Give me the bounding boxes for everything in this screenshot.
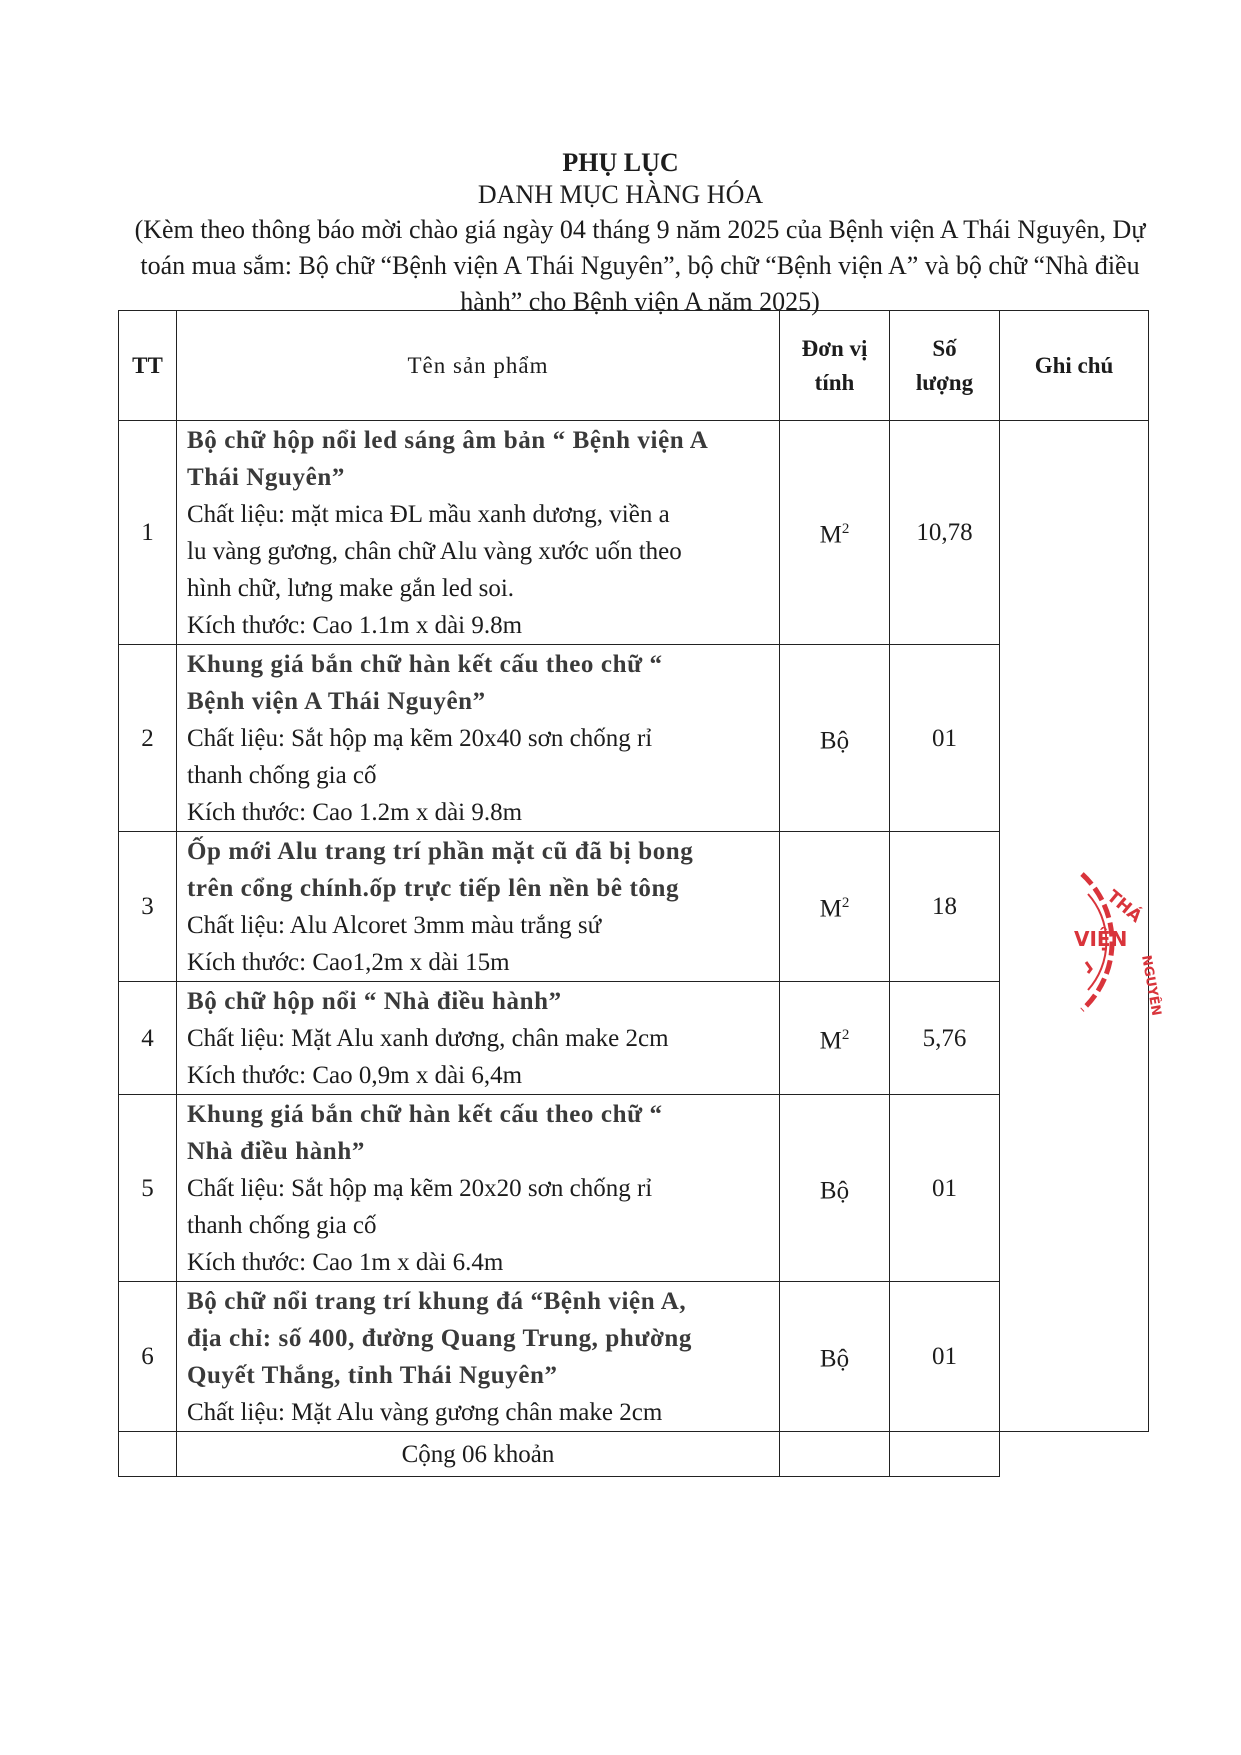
- quantity-cell: 5,76: [890, 982, 1000, 1095]
- product-detail-line: Chất liệu: Alu Alcoret 3mm màu trắng sứ: [187, 912, 602, 939]
- unit-text: Bộ: [819, 1345, 850, 1373]
- product-detail-line: thanh chống gia cố: [187, 1212, 377, 1239]
- unit-text: M: [819, 521, 842, 549]
- goods-table: [118, 310, 1149, 1477]
- table-row: [119, 421, 1149, 645]
- unit-cell: [780, 645, 890, 832]
- total-tt-cell: [119, 1432, 177, 1477]
- product-detail-line: Chất liệu: Mặt Alu vàng gương chân make 2cm: [187, 1399, 663, 1426]
- stamp-ring-side: NGUYÊN: [1138, 954, 1164, 1018]
- product-name-line: Bộ chữ hộp nổi led sáng âm bản “ Bệnh viện A: [187, 427, 709, 454]
- table-row: [119, 1095, 1149, 1282]
- product-name-line: Bệnh viện A Thái Nguyên”: [187, 688, 486, 715]
- product-detail-line: Chất liệu: Sắt hộp mạ kẽm 20x20 sơn chống rỉ: [187, 1175, 653, 1202]
- unit-text: Bộ: [819, 1177, 850, 1205]
- header-tt: TT: [119, 311, 177, 421]
- row-number: 4: [119, 982, 177, 1095]
- product-description: [177, 1282, 780, 1432]
- product-name-line: Ốp mới Alu trang trí phần mặt cũ đã bị bong: [187, 838, 694, 865]
- total-qty-cell: [890, 1432, 1000, 1477]
- row-number: 1: [119, 421, 177, 645]
- table-header-row: [119, 311, 1149, 421]
- product-detail-line: Kích thước: Cao 1.1m x dài 9.8m: [187, 612, 523, 639]
- unit-text: M: [819, 895, 842, 923]
- product-detail-line: lu vàng gương, chân chữ Alu vàng xước uốn theo: [187, 538, 682, 565]
- unit-superscript: 2: [841, 521, 850, 538]
- product-name-line: Khung giá bắn chữ hàn kết cấu theo chữ “: [187, 1101, 663, 1128]
- product-description: [177, 832, 780, 982]
- product-name-line: Bộ chữ nổi trang trí khung đá “Bệnh viện A,: [187, 1288, 687, 1315]
- product-name-line: Thái Nguyên”: [187, 464, 345, 491]
- product-name-line: địa chỉ: số 400, đường Quang Trung, phường: [187, 1325, 693, 1352]
- product-description: [177, 982, 780, 1095]
- product-detail-line: Chất liệu: Mặt Alu xanh dương, chân make 2cm: [187, 1025, 669, 1052]
- quantity-cell: 18: [890, 832, 1000, 982]
- product-detail-line: Chất liệu: mặt mica ĐL mầu xanh dương, viền a: [187, 501, 670, 528]
- document-note: (Kèm theo thông báo mời chào giá ngày 04 tháng 9 năm 2025 của Bệnh viện A Thái Nguyên, Dự toán mua sắm: Bộ chữ “Bệnh viện A Thái Nguyên”, bộ chữ “Bệnh viện A” và bộ chữ “Nhà điều hành” cho Bệnh viện A năm 2025): [134, 215, 1146, 316]
- total-label: Cộng 06 khoản: [177, 1432, 780, 1477]
- product-description: [177, 645, 780, 832]
- row-number: 6: [119, 1282, 177, 1432]
- product-detail-line: thanh chống gia cố: [187, 762, 377, 789]
- table-row: [119, 1282, 1149, 1432]
- product-name-line: Quyết Thắng, tỉnh Thái Nguyên”: [187, 1362, 558, 1389]
- unit-text: Bộ: [819, 727, 850, 755]
- product-name-line: trên cổng chính.ốp trực tiếp lên nền bê tông: [187, 875, 680, 902]
- product-detail-line: hình chữ, lưng make gắn led soi.: [187, 575, 515, 602]
- table-row: [119, 832, 1149, 982]
- stamp-center-text: VIỆN: [1074, 927, 1128, 951]
- row-number: 5: [119, 1095, 177, 1282]
- document-title: PHỤ LỤC: [562, 148, 679, 177]
- unit-cell: [780, 982, 890, 1095]
- table-row: [119, 645, 1149, 832]
- red-stamp-icon: [1072, 844, 1186, 1040]
- unit-cell: [780, 421, 890, 645]
- unit-cell: [780, 1095, 890, 1282]
- product-name-line: Nhà điều hành”: [187, 1138, 365, 1165]
- product-description: [177, 421, 780, 645]
- product-name-line: Khung giá bắn chữ hàn kết cấu theo chữ “: [187, 651, 663, 678]
- unit-text: M: [819, 1027, 842, 1055]
- quantity-cell: 10,78: [890, 421, 1000, 645]
- quantity-cell: 01: [890, 1095, 1000, 1282]
- header-unit: Đơn vị tính: [780, 311, 890, 421]
- unit-cell: [780, 1282, 890, 1432]
- unit-superscript: 2: [841, 1026, 850, 1043]
- quantity-cell: 01: [890, 1282, 1000, 1432]
- row-number: 3: [119, 832, 177, 982]
- total-row: [119, 1432, 1149, 1477]
- document-subtitle: DANH MỤC HÀNG HÓA: [477, 180, 764, 209]
- quantity-cell: 01: [890, 645, 1000, 832]
- stamp-ring-top: THÁ: [1102, 886, 1146, 927]
- unit-cell: [780, 832, 890, 982]
- total-unit-cell: [780, 1432, 890, 1477]
- table-row: [119, 982, 1149, 1095]
- header-quantity: Số lượng: [890, 311, 1000, 421]
- header-note: Ghi chú: [1000, 311, 1149, 421]
- row-number: 2: [119, 645, 177, 832]
- product-name-line: Bộ chữ hộp nổi “ Nhà điều hành”: [187, 988, 562, 1015]
- unit-superscript: 2: [841, 895, 850, 912]
- product-detail-line: Kích thước: Cao 1m x dài 6.4m: [187, 1249, 504, 1276]
- product-detail-line: Kích thước: Cao1,2m x dài 15m: [187, 949, 510, 976]
- product-detail-line: Kích thước: Cao 1.2m x dài 9.8m: [187, 799, 523, 826]
- product-description: [177, 1095, 780, 1282]
- product-detail-line: Kích thước: Cao 0,9m x dài 6,4m: [187, 1062, 523, 1089]
- header-product-name: Tên sản phẩm: [177, 311, 780, 421]
- product-detail-line: Chất liệu: Sắt hộp mạ kẽm 20x40 sơn chống rỉ: [187, 725, 653, 752]
